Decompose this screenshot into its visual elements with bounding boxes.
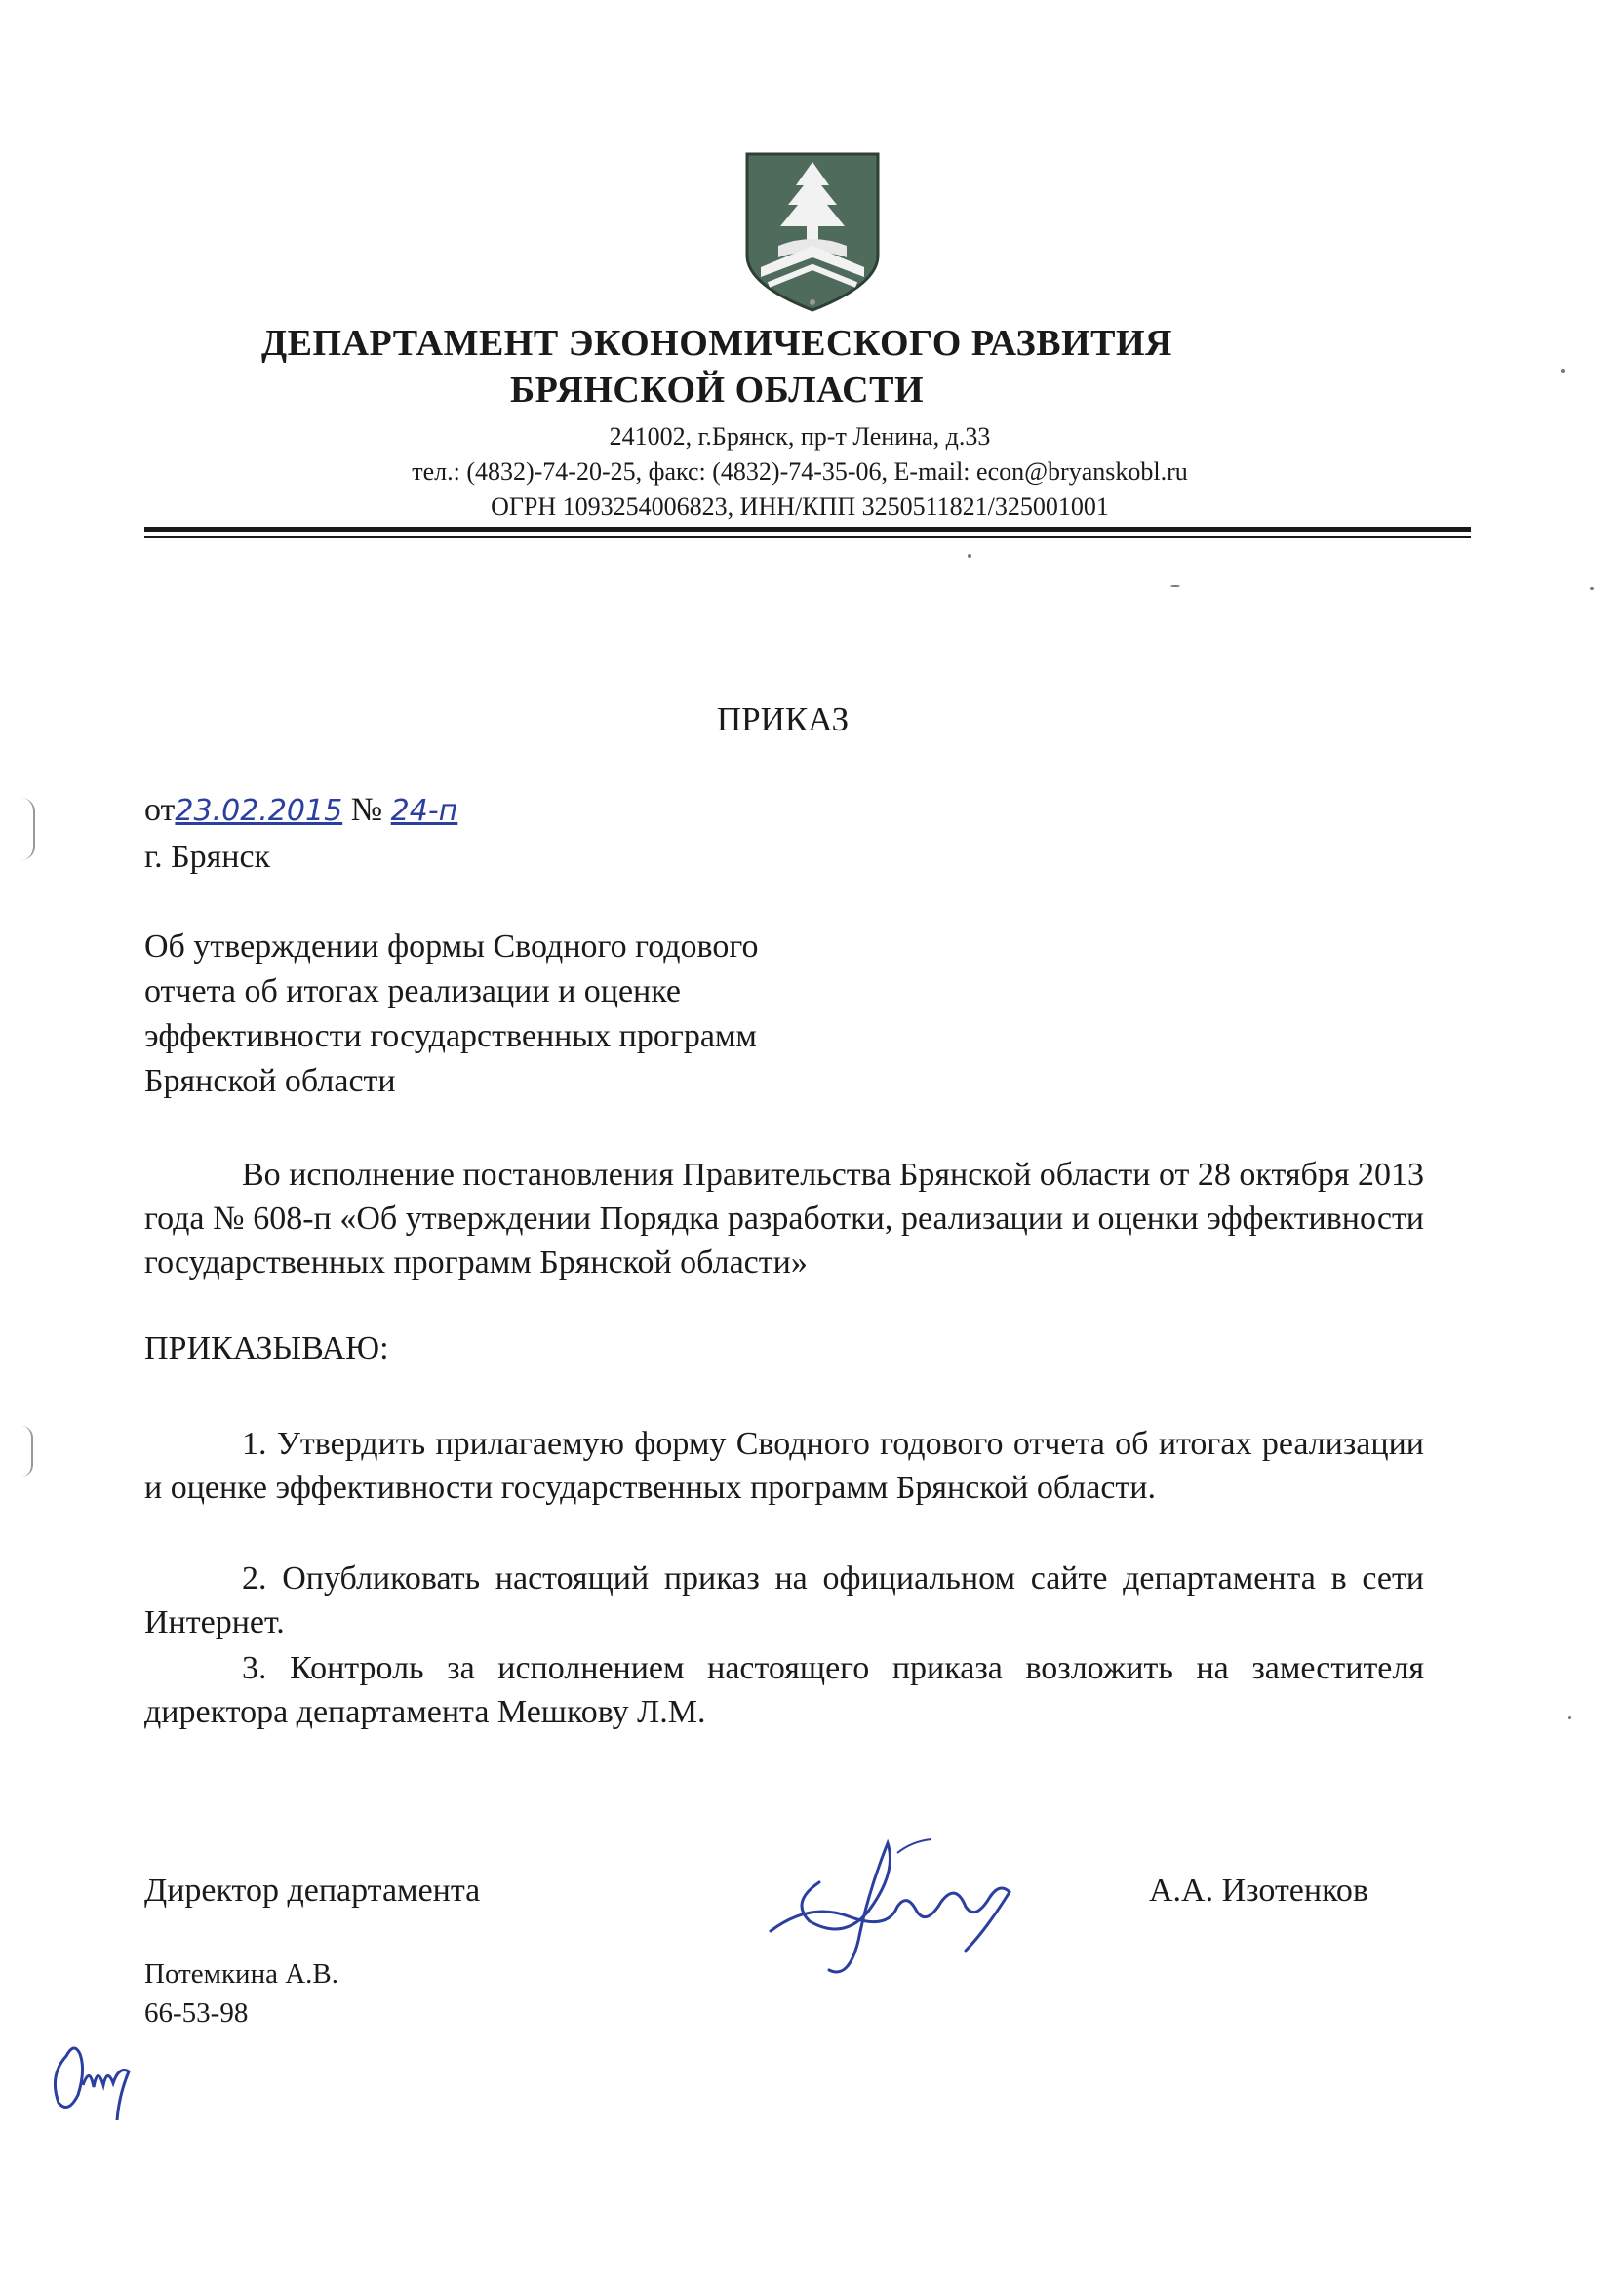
subject-line: отчета об итогах реализации и оценке <box>144 973 682 1009</box>
department-name-line1: ДЕПАРТАМЕНТ ЭКОНОМИЧЕСКОГО РАЗВИТИЯ <box>261 323 1172 364</box>
order-item-2: 2. Опубликовать настоящий приказ на официальном сайте департамента в сети Интернет. <box>144 1560 1424 1640</box>
document-type-heading: ПРИКАЗ <box>716 700 850 738</box>
preamble-paragraph: Во исполнение постановления Правительства Брянской области от 28 октября 2013 года № 608-п «Об утверждении Порядка разработки, реализации и оценки эффективности государственных программ Брянской области» <box>144 1157 1424 1281</box>
executor-name: Потемкина А.В. <box>144 1958 338 1990</box>
subject-line: эффективности государственных программ <box>144 1018 757 1054</box>
scan-speck <box>1568 1716 1571 1719</box>
scan-speck <box>968 554 971 558</box>
header-divider-thick <box>144 527 1471 532</box>
signatory-name: А.А. Изотенков <box>1149 1873 1368 1909</box>
date-prefix: от <box>144 792 176 828</box>
handwritten-number: 24-п <box>390 794 458 828</box>
department-address: 241002, г.Брянск, пр-т Ленина, д.33 <box>609 422 991 451</box>
number-prefix: № <box>350 792 383 828</box>
header-divider-thin <box>144 536 1471 538</box>
handwritten-date: 23.02.2015 <box>175 794 343 828</box>
punch-hole-mark <box>21 1426 33 1477</box>
coat-of-arms-emblem <box>739 148 886 314</box>
order-city: г. Брянск <box>144 839 271 875</box>
subject-line: Об утверждении формы Сводного годового <box>144 928 759 965</box>
punch-hole-mark <box>21 798 35 860</box>
scan-speck <box>1561 369 1565 373</box>
signatory-position: Директор департамента <box>144 1873 481 1909</box>
executor-block <box>144 1954 338 2032</box>
department-registration: ОГРН 1093254006823, ИНН/КПП 3250511821/325001001 <box>491 493 1109 521</box>
handwritten-initials <box>39 2027 137 2124</box>
order-word: ПРИКАЗЫВАЮ: <box>144 1330 389 1366</box>
order-subject <box>144 925 758 1104</box>
order-date-number-line <box>144 788 457 834</box>
handwritten-signature <box>751 1824 1024 1990</box>
scan-speck <box>1590 587 1594 590</box>
subject-line: Брянской области <box>144 1063 396 1099</box>
order-item-1: 1. Утвердить прилагаемую форму Сводного годового отчета об итогах реализации и оценке эффективности государственных программ Брянской области. <box>144 1426 1424 1506</box>
department-name-line2: БРЯНСКОЙ ОБЛАСТИ <box>509 370 925 411</box>
department-contacts: тел.: (4832)-74-20-25, факс: (4832)-74-35-06, E-mail: econ@bryanskobl.ru <box>412 457 1188 486</box>
order-item-3: 3. Контроль за исполнением настоящего приказа возложить на заместителя директора департамента Мешкову Л.М. <box>144 1650 1424 1730</box>
scan-speck <box>1170 585 1180 587</box>
executor-phone: 66-53-98 <box>144 1997 249 2029</box>
